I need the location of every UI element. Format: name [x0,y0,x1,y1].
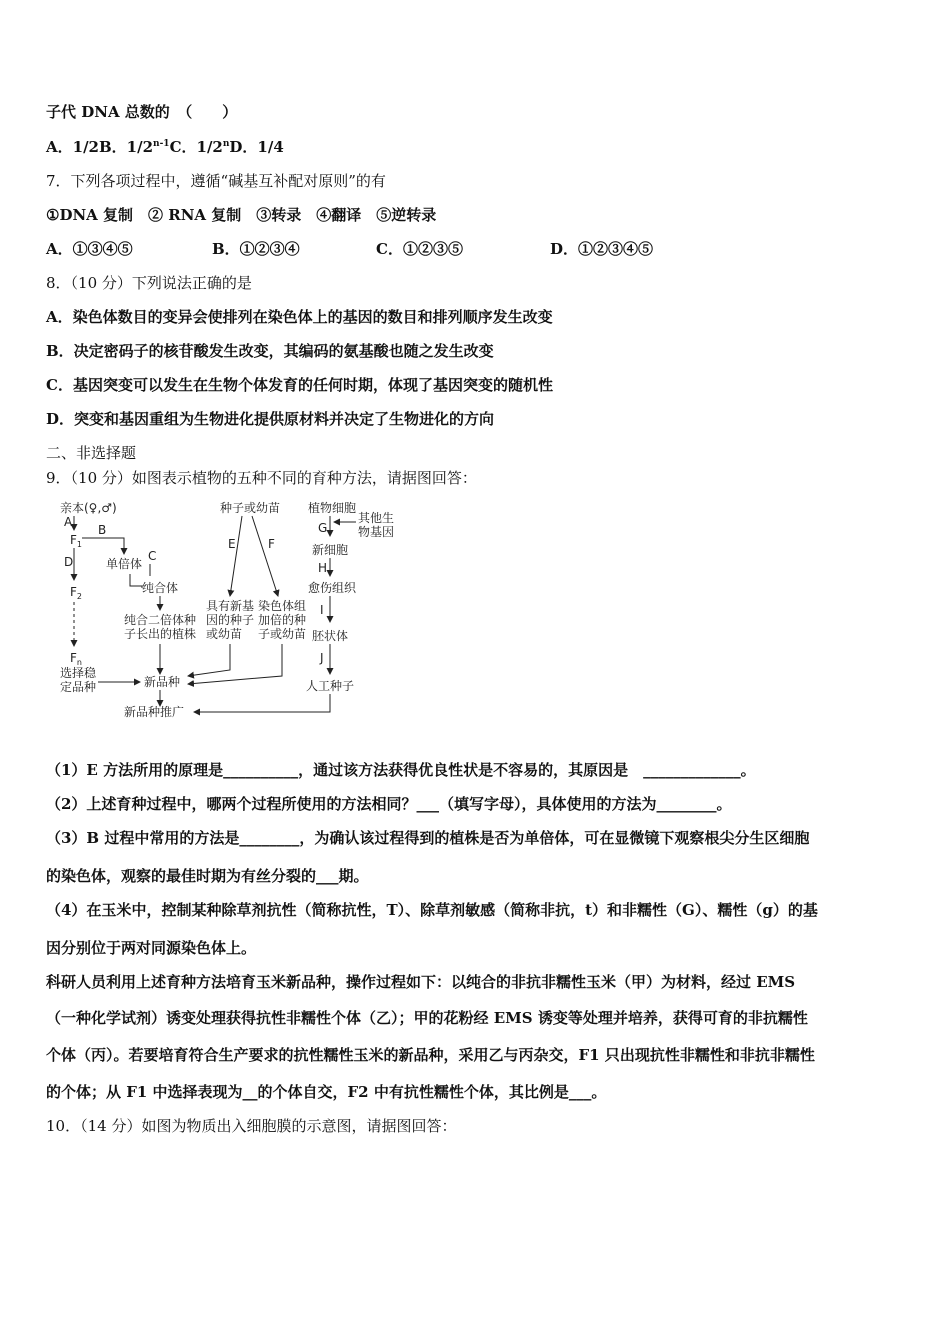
q7-option-d: D．①②③④⑤ [550,240,654,258]
label-e: E [228,537,236,551]
q6-options [46,137,284,157]
node-art-seed: 人工种子 [306,679,355,693]
node-fn: $F_n$ [70,651,82,667]
node-newgene-3: 或幼苗 [206,627,243,641]
q7-options [46,239,653,259]
q8-option-a: A．染色体数目的变异会使排列在染色体上的基因的数目和排列顺序发生改变 [46,308,553,326]
node-newgene-1: 具有新基 [206,599,255,613]
section-heading: 二、非选择题 [46,444,137,462]
node-f2: $F_2$ [70,585,82,601]
arrow-f [252,516,278,596]
node-double-3: 子或幼苗 [258,627,307,641]
breeding-diagram [46,496,396,726]
node-newgene-2: 因的种子 [206,613,255,627]
node-double-1: 染色体组 [258,599,307,613]
label-d: D [64,555,74,569]
node-new-variety: 新品种 [144,675,181,689]
q7-option-c: C．①②③⑤ [376,240,463,258]
node-promote: 新品种推广 [124,705,185,719]
q9-p2: （2）上述育种过程中，哪两个过程所使用的方法相同？___（填写字母），具体使用的方法为________。 [46,795,732,813]
node-callus: 愈伤组织 [308,581,357,595]
node-parent: 亲本(♀,♂) [60,501,117,515]
node-other-2: 物基因 [358,525,395,539]
q8-option-c: C．基因突变可以发生在生物个体发育的任何时期，体现了基因突变的随机性 [46,376,553,394]
q9-p5d: 的个体；从 F1 中选择表现为__的个体自交，F2 中有抗性糯性个体，其比例是___。 [46,1083,607,1101]
q9-p3a: （3）B 过程中常用的方法是________，为确认该过程得到的植株是否为单倍体，可在显微镜下观察根尖分生区细胞 [46,829,810,847]
label-i: I [320,603,324,617]
node-other-1: 其他生 [358,511,395,525]
label-j: J [320,651,324,665]
q8-stem: 8．（10 分）下列说法正确的是 [46,274,252,292]
node-haploid: 单倍体 [106,557,143,571]
q7-option-b: B．①②③④ [212,240,300,258]
q10-stem: 10．（14 分）如图为物质出入细胞膜的示意图，请据图回答： [46,1117,457,1135]
q9-p4b: 因分别位于两对同源染色体上。 [46,939,257,957]
q9-p4a: （4）在玉米中，控制某种除草剂抗性（简称抗性，T）、除草剂敏感（简称非抗，t）和非糯性（G）、糯性（g）的基 [46,901,818,919]
arrow-e [230,516,242,596]
node-dip-2: 子长出的植株 [124,627,197,641]
node-seed: 种子或幼苗 [220,501,281,515]
node-pure: 纯合体 [142,581,179,595]
q9-p1: （1）E 方法所用的原理是__________，通过该方法获得优良性状是不容易的，其原因是 _____________。 [46,761,756,779]
q9-p5b: （一种化学试剂）诱变处理获得抗性非糯性个体（乙）；甲的花粉经 EMS 诱变等处理并培养，获得可育的非抗糯性 [46,1009,808,1027]
q8-option-b: B．决定密码子的核苷酸发生改变，其编码的氨基酸也随之发生改变 [46,342,494,360]
label-g: G [318,521,328,535]
node-double-2: 加倍的种 [258,613,307,627]
q6-option-c: C．1/2 [169,138,223,156]
label-a: A [64,515,73,529]
arrow-artseed-promote [194,694,330,712]
q7-option-a: A．①③④⑤ [46,240,133,258]
arrow-c [130,574,142,588]
q7-stem: 7．下列各项过程中，遵循“碱基互补配对原则”的有 [46,172,386,190]
label-h: H [318,561,328,575]
q9-p5a: 科研人员利用上述育种方法培育玉米新品种，操作过程如下：以纯合的非抗非糯性玉米（甲）为材料，经过 EMS [46,973,796,991]
q6-option-ab: A．1/2B．1/2 [46,138,154,156]
arrow-newgene-new [188,644,230,676]
node-plant-cell: 植物细胞 [308,501,357,515]
q8-option-d: D．突变和基因重组为生物进化提供原材料并决定了生物进化的方向 [46,410,495,428]
node-select-1: 选择稳 [60,666,97,680]
node-new-cell: 新细胞 [312,543,349,557]
node-embryoid: 胚状体 [312,629,349,643]
label-f: F [268,537,275,551]
q6-sup1: n-1 [153,139,170,149]
q6-option-d: D．1/4 [229,138,284,156]
q9-p3b: 的染色体，观察的最佳时期为有丝分裂的___期。 [46,867,369,885]
arrow-b [82,538,124,554]
q9-p5c: 个体（丙）。若要培育符合生产要求的抗性糯性玉米的新品种，采用乙与丙杂交，F1 只出现抗性非糯性和非抗非糯性 [46,1046,815,1064]
q6-stem: 子代 DNA 总数的 （ ） [46,103,238,121]
q7-items: ①DNA 复制 ② RNA 复制 ③转录 ④翻译 ⑤逆转录 [46,206,437,224]
label-b: B [98,523,107,537]
arrow-double-new [188,644,282,684]
q9-stem: 9．（10 分）如图表示植物的五种不同的育种方法，请据图回答： [46,469,477,487]
q6-sup2: n [222,139,230,149]
node-select-2: 定品种 [60,680,97,694]
node-f1: $F_1$ [70,533,82,549]
node-dip-1: 纯合二倍体种 [124,613,197,627]
label-c: C [148,549,157,563]
